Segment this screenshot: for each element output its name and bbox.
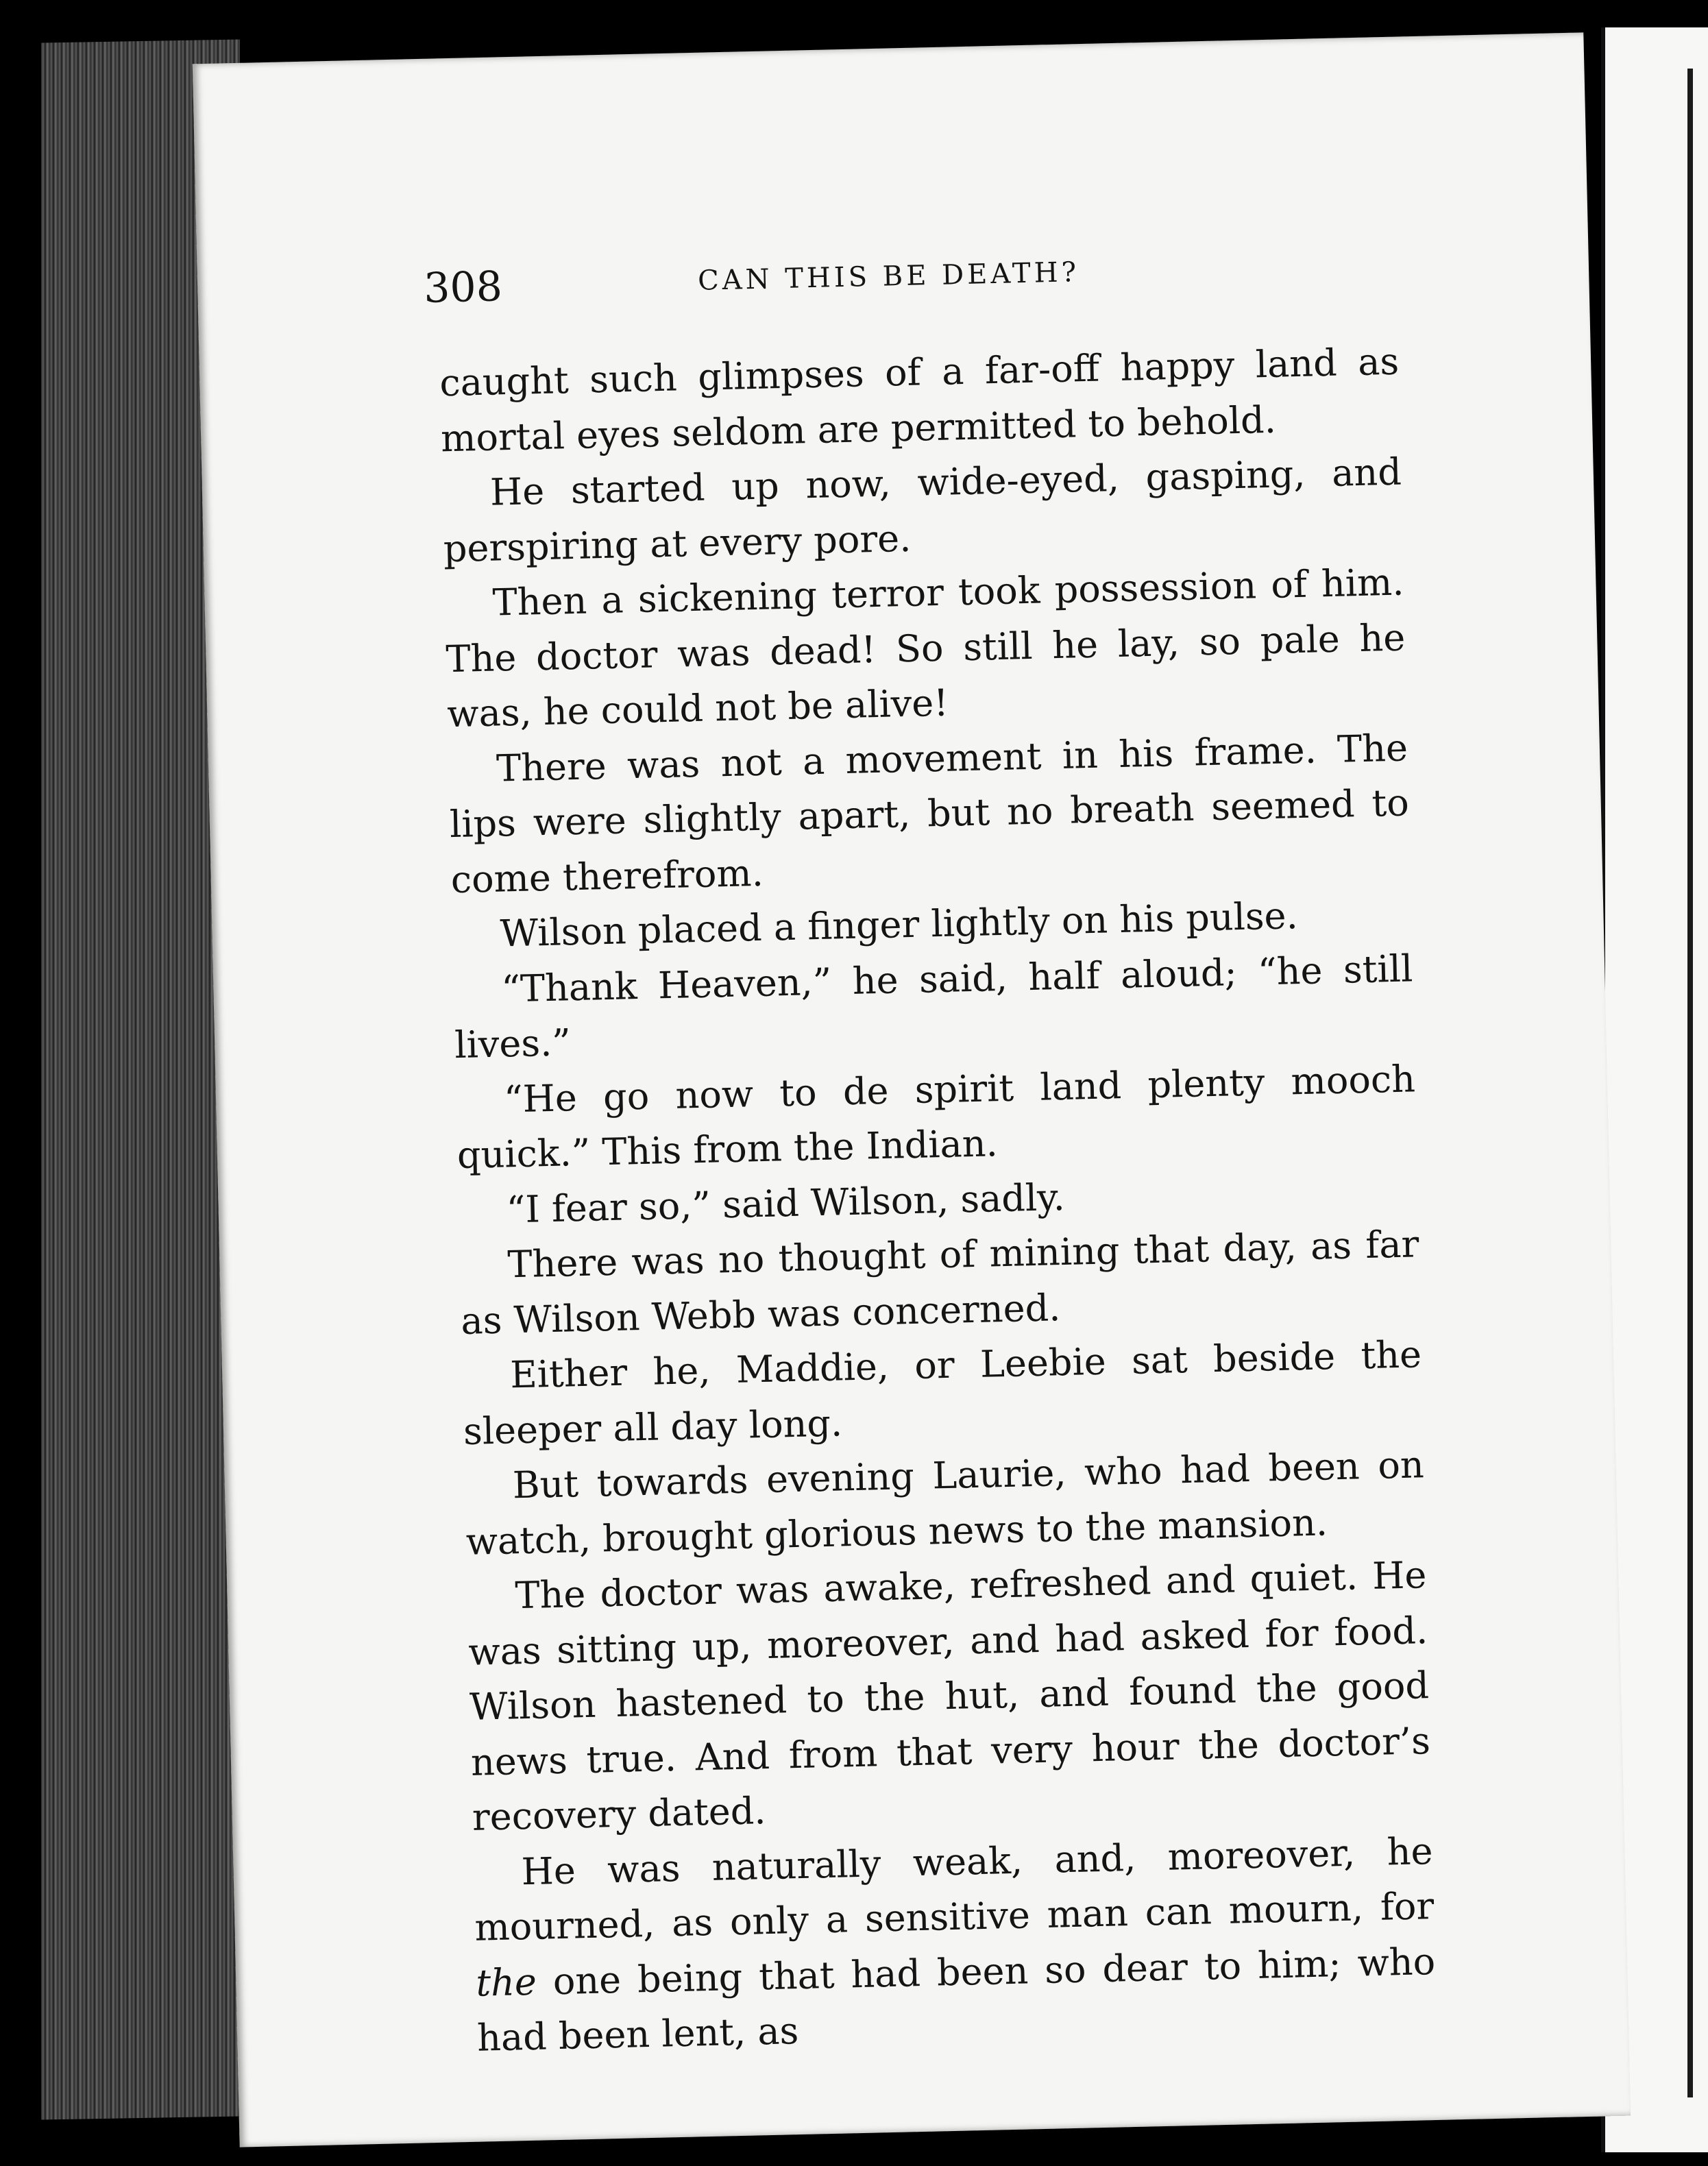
- running-head-title: CAN THIS BE DEATH?: [697, 256, 1080, 297]
- paragraph: “I fear so,” said Wilson, sadly.: [506, 1175, 1066, 1231]
- body-text: [439, 334, 1437, 2067]
- paragraph: caught such glimpses of a far-off happy land as mortal eyes seldom are permitted to behold.: [439, 339, 1400, 460]
- paragraph: “He go now to de spirit land plenty mooch quick.” This from the Indian.: [456, 1056, 1416, 1178]
- paragraph: He started up now, wide-eyed, gasping, and perspiring at every pore.: [443, 450, 1402, 570]
- paragraph: The doctor was awake, refreshed and quiet. He was sitting up, moreover, and had asked for food. Wilson hastened to the hut, and found the good news true. And from that very hour the doctor’s recovery dated.: [467, 1553, 1431, 1839]
- paragraph: There was no thought of mining that day, as far as Wilson Webb was concerned.: [460, 1222, 1420, 1343]
- text-block: [423, 243, 1437, 2067]
- paragraph-last: [473, 1824, 1437, 2067]
- running-head: [423, 243, 1398, 326]
- paragraph: Then a sickening terror took possession of him. The doctor was dead! So still he lay, so pale he was, he could not be alive!: [445, 560, 1406, 736]
- page-number: 308: [423, 263, 503, 313]
- book-page: [193, 32, 1631, 2147]
- paragraph: Wilson placed a finger lightly on his pulse.: [499, 894, 1299, 956]
- paragraph: There was not a movement in his frame. The lips were slightly apart, but no breath seemed to come therefrom.: [449, 725, 1410, 901]
- paragraph: Either he, Maddie, or Leebie sat beside the sleeper all day long.: [463, 1333, 1422, 1453]
- paragraph-text: one being that had been so dear to him; who had been lent, as: [476, 1939, 1436, 2060]
- paragraph: But towards evening Laurie, who had been on watch, brought glorious news to the mansion.: [465, 1443, 1425, 1563]
- paragraph-text: He was naturally weak, and, moreover, he mourned, as only a sensitive man can mourn, for: [474, 1829, 1435, 1949]
- paragraph: “Thank Heaven,” he said, half aloud; “he still lives.”: [454, 946, 1413, 1067]
- italic-word: the: [475, 1960, 537, 2005]
